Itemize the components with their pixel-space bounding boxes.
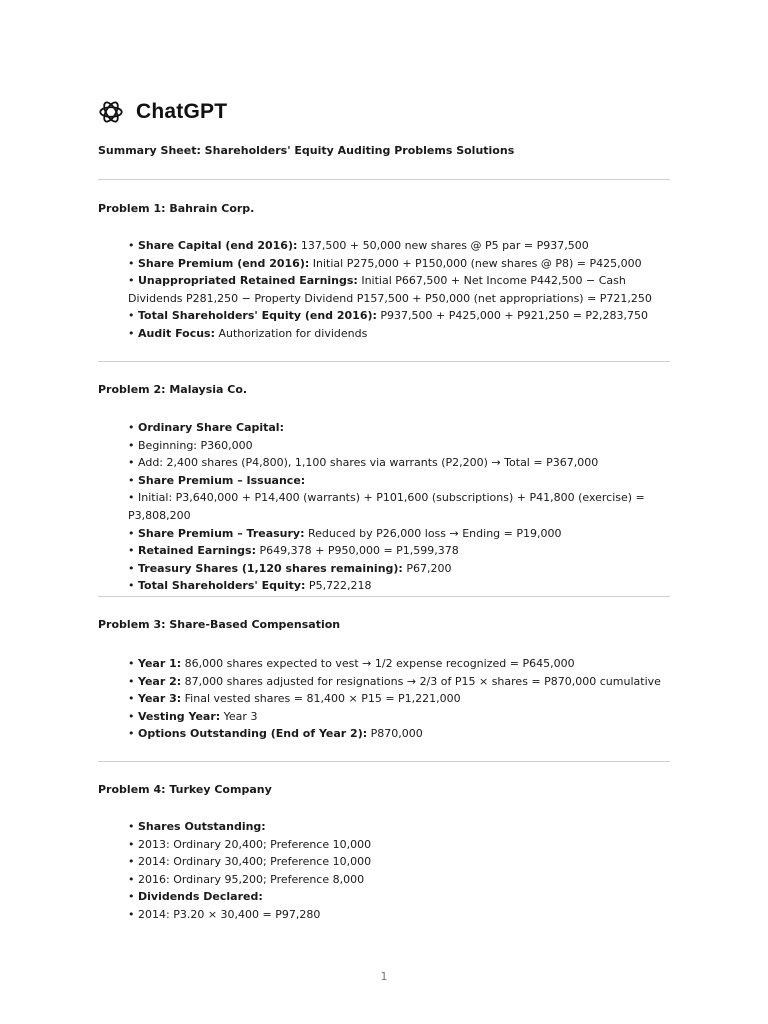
list-item: [128, 673, 668, 691]
list-item: [128, 818, 668, 836]
item-text: P870,000: [367, 727, 423, 741]
item-text: Initial P275,000 + P150,000 (new shares @ P8) = P425,000: [309, 256, 642, 270]
item-label: Shares Outstanding:: [138, 820, 266, 833]
document-title: Summary Sheet: Shareholders' Equity Auditing Problems Solutions: [98, 144, 515, 157]
problem-2-list: [128, 419, 668, 595]
list-item: [128, 836, 668, 854]
section-heading-problem-2: Problem 2: Malaysia Co.: [98, 383, 248, 396]
list-item: [128, 272, 668, 307]
openai-logo-icon: [97, 98, 125, 126]
item-text: 2013: Ordinary 20,400; Preference 10,000: [138, 837, 372, 851]
list-item: [128, 437, 668, 455]
item-text: 87,000 shares adjusted for resignations → 2/3 of P15 × shares = P870,000 cumulative: [181, 674, 661, 688]
item-text: P5,722,218: [305, 579, 372, 593]
list-item: [128, 307, 668, 325]
list-item: [128, 454, 668, 472]
list-item: [128, 708, 668, 726]
item-text: P67,200: [402, 561, 452, 575]
section-heading-problem-1: Problem 1: Bahrain Corp.: [98, 202, 255, 215]
list-item: [128, 871, 668, 889]
list-item: [128, 525, 668, 543]
item-label: Treasury Shares (1,120 shares remaining):: [138, 561, 403, 575]
item-text: 2016: Ordinary 95,200; Preference 8,000: [138, 872, 365, 886]
list-item: [128, 888, 668, 906]
list-item: [128, 419, 668, 437]
item-label: Options Outstanding (End of Year 2):: [138, 727, 368, 741]
item-label: Total Shareholders' Equity (end 2016):: [138, 309, 377, 323]
item-text: 2014: Ordinary 30,400; Preference 10,000: [138, 855, 372, 869]
item-label: Share Premium – Treasury:: [138, 526, 305, 540]
page-number: 1: [380, 970, 388, 983]
item-label: Share Premium – Issuance:: [138, 473, 306, 487]
list-item: [128, 255, 668, 273]
item-label: Unappropriated Retained Earnings:: [138, 274, 358, 288]
list-item: [128, 690, 668, 708]
item-label: Share Premium (end 2016):: [138, 256, 310, 270]
item-text: 2014: P3.20 × 30,400 = P97,280: [138, 907, 321, 921]
list-item: [128, 853, 668, 871]
item-label: Year 1:: [138, 657, 182, 670]
problem-1-list: [128, 237, 668, 343]
list-item: [128, 655, 668, 673]
item-label: Vesting Year:: [138, 709, 221, 723]
section-divider: [98, 361, 670, 362]
item-label: Total Shareholders' Equity:: [138, 579, 306, 593]
section-divider: [98, 179, 670, 180]
item-label: Ordinary Share Capital:: [138, 421, 284, 434]
section-heading-problem-4: Problem 4: Turkey Company: [98, 783, 272, 796]
item-text: Initial P667,500 + Net Income P442,500 − Cash Dividends P281,250 − Property Dividend P157,500 + P50,000 (net appropriations) = P721,250: [128, 274, 652, 305]
item-text: 137,500 + 50,000 new shares @ P5 par = P937,500: [297, 239, 589, 252]
item-label: Share Capital (end 2016):: [138, 239, 298, 252]
item-text: 86,000 shares expected to vest → 1/2 expense recognized = P645,000: [181, 657, 575, 670]
item-label: Audit Focus:: [138, 326, 215, 340]
list-item: [128, 237, 668, 255]
section-heading-problem-3: Problem 3: Share-Based Compensation: [98, 618, 341, 631]
item-label: Retained Earnings:: [138, 544, 256, 558]
section-divider: [98, 596, 670, 597]
list-item: [128, 325, 668, 343]
brand-name: ChatGPT: [136, 100, 228, 123]
problem-4-list: [128, 818, 668, 924]
brand-header: [97, 98, 227, 126]
list-item: [128, 725, 668, 743]
item-text: Add: 2,400 shares (P4,800), 1,100 shares via warrants (P2,200) → Total = P367,000: [138, 456, 599, 470]
item-text: Reduced by P26,000 loss → Ending = P19,000: [304, 526, 562, 540]
list-item: [128, 560, 668, 578]
section-divider: [98, 761, 670, 762]
list-item: [128, 542, 668, 560]
item-label: Year 2:: [138, 674, 182, 688]
item-text: Year 3: [220, 709, 258, 723]
item-text: Final vested shares = 81,400 × P15 = P1,221,000: [181, 692, 461, 706]
item-text: P649,378 + P950,000 = P1,599,378: [256, 544, 459, 558]
item-label: Year 3:: [138, 692, 182, 706]
list-item: [128, 577, 668, 595]
item-text: Initial: P3,640,000 + P14,400 (warrants) + P101,600 (subscriptions) + P41,800 (exercise) = P3,808,200: [128, 491, 645, 522]
item-text: Beginning: P360,000: [138, 438, 253, 452]
list-item: [128, 472, 668, 490]
item-label: Dividends Declared:: [138, 890, 263, 904]
problem-3-list: [128, 655, 668, 743]
item-text: P937,500 + P425,000 + P921,250 = P2,283,750: [376, 309, 649, 323]
item-text: Authorization for dividends: [215, 326, 368, 340]
list-item: [128, 489, 668, 524]
list-item: [128, 906, 668, 924]
